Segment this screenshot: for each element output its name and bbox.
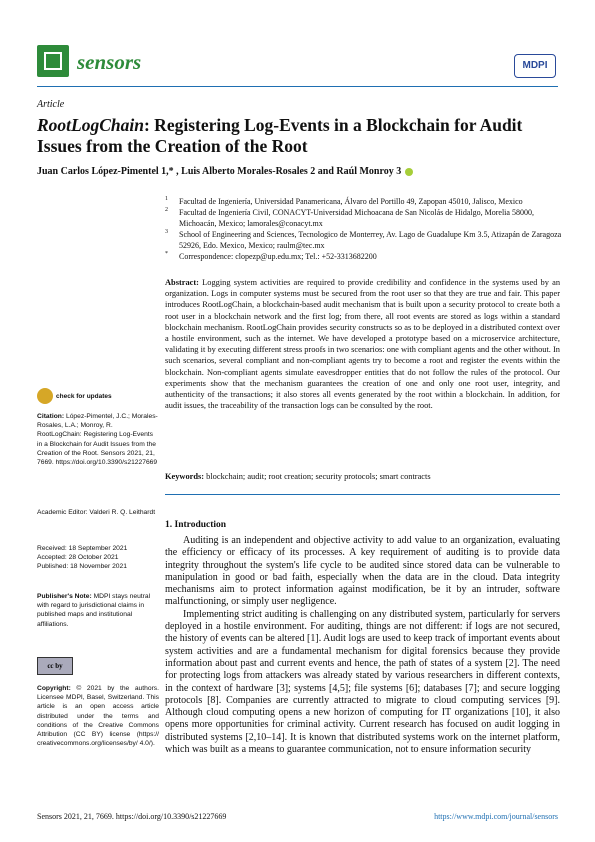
affiliations — [165, 196, 565, 262]
abstract: Abstract: Logging system activities are required to provide credibility and confidence in the systems used by an organization. Logs in computer systems must be secured from the root user so that they are true and fair. This paper introduces RootLogChain, a blockchain-based audit mechanism that is built upon a security protocol to create both a root user in a blockchain network and the first log; from there, all root events are stored as logs within a standard blockchain mechanism. RootLogChain provides security constructs so as to be deployed in a distributed context over a hostile environment, such as the internet. We have developed a prototype based on a microservice architecture, validating it by executing different stress proofs in two scenarios: one with compliant agents and the other without. In such scenarios, several compliant and non-compliant agents try to become a root and register the events within the blockchain. Non-compliant agents simulate eavesdropper entities that do not follow the rules of the protocol. Our experiments show that the mechanism guarantees the creation of one and only one root user, integrity, and authenticity of the transactions; it also stores all events generated by the root within a blockchain. In addition, for audit issues, the traceability of the transaction logs can be consulted by the root. — [165, 278, 561, 411]
article-type: Article — [37, 99, 65, 110]
citation: Citation: López-Pimentel, J.C.; Morales-Rosales, L.A.; Monroy, R. RootLogChain: Registering Log-Events in a Blockchain for Audit Issues from the Creation of the Root. Sensors 2021, 21, 7669. https://doi.org/10.3390/s21227669 — [37, 413, 158, 467]
orcid-icon[interactable] — [405, 168, 413, 176]
publisher-note: Publisher's Note: MDPI stays neutral with regard to jurisdictional claims in published maps and institutional affiliations. — [37, 593, 151, 628]
paragraph: Implementing strict auditing is challenging on any distributed system, particularly for servers deployed in a hostile environment. For auditing, things are not different: if logs are not secured, the history of events can be altered [1]. Audit logs are used to keep track of important events about system activities and are a fundamental mechanism for digital forensics because they provide information about past and current events and hence, the path of states of a system [2]. The need for protecting logs from attackers was already stated by various researchers in different contexts, in the context of hardware [3]; systems [4,5]; file systems [6]; databases [7]; and secure logging protocols [8]. Companies are currently attracted to migrate to cloud computing services [9]. Although cloud computing opens a new horizon of computing for IT organizations [10], it also opens more opportunities for criminal activity. Current research has focused on audit logging in distributed systems [2,10–14]. It is known that distributed systems work on the internet platform, which was built as a means to guarantee communication, not to ensure information security — [165, 608, 560, 756]
footer-citation: Sensors 2021, 21, 7669. https://doi.org/10.3390/s21227669 — [37, 812, 227, 821]
journal-logo-icon — [37, 45, 69, 77]
affiliation-1: 1 Facultad de Ingeniería, Universidad Panamericana, Álvaro del Portillo 49, Zapopan 45010, Jalisco, Mexico — [165, 196, 523, 206]
copyright: Copyright: © 2021 by the authors. Licensee MDPI, Basel, Switzerland. This article is an open access article distributed under the terms and conditions of the Creative Commons Attribution (CC BY) license (https:// creativecommons.org/licenses/by/ 4.0/). — [37, 685, 160, 748]
section-heading: 1. Introduction — [165, 520, 227, 530]
abstract-rule — [165, 494, 560, 495]
authors: Juan Carlos López-Pimentel 1,* , Luis Alberto Morales-Rosales 2 and Raúl Monroy 3 — [37, 166, 413, 177]
correspondence: * Correspondence: clopezp@up.edu.mx; Tel.: +52-3313682200 — [165, 251, 377, 261]
footer-journal-link[interactable]: https://www.mdpi.com/journal/sensors — [434, 812, 558, 821]
paragraph: Auditing is an independent and objective activity to add value to an organization, evaluating the efficiency or efficacy of its processes. A key requirement of auditing is to provide data integrity throughout the system's life cycle to be audited since stored data can be vulnerable to manipulation in good or bad faith, especially when the data are in the cloud. Data integrity mechanisms aim to protect information against modification, be it by an intruder, software malfunctioning, or simply user negligence. — [165, 535, 560, 608]
keywords: Keywords: blockchain; audit; root creation; security protocols; smart contracts — [165, 472, 431, 481]
dates: Received: 18 September 2021 Accepted: 28 October 2021 Published: 18 November 2021 — [37, 545, 128, 571]
header-rule — [37, 86, 558, 87]
affiliation-2: 2 Facultad de Ingeniería Civil, CONACYT-Universidad Michoacana de San Nicolás de Hidalgo, Morelia 58000, Michoacán, Mexico; lamorales@conacyt.mx — [165, 207, 534, 228]
cc-license-badge[interactable]: cc by — [37, 657, 73, 675]
publisher-logo: MDPI — [514, 54, 556, 78]
affiliation-3: 3 School of Engineering and Sciences, Tecnologico de Monterrey, Av. Lago de Guadalupe Km 3.5, Atizapán de Zaragoza 52926, Edo. Mexico, Mexico; raulm@tec.mx — [165, 229, 562, 250]
paper-title: RootLogChain: Registering Log-Events in a Blockchain for Audit Issues from the Creation of the Root — [37, 115, 523, 156]
body-text — [165, 535, 560, 756]
journal-name: sensors — [77, 50, 142, 74]
check-for-updates-button[interactable]: check for updates — [37, 388, 159, 404]
academic-editor: Academic Editor: Valderi R. Q. Leithardt — [37, 509, 156, 516]
check-updates-icon — [37, 388, 53, 404]
